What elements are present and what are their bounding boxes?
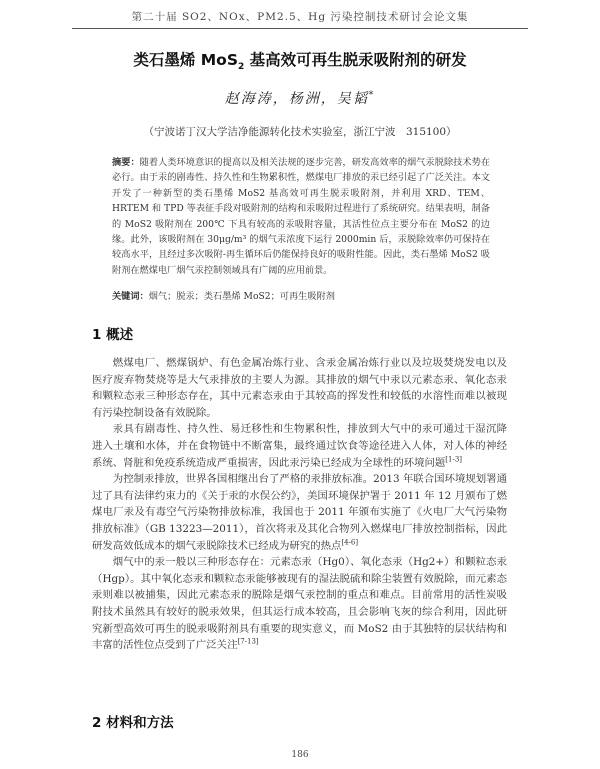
section-2-heading: 2 材料和方法: [92, 715, 174, 731]
title-part-2: 基高效可再生脱汞吸附剂的研发: [244, 51, 467, 69]
body-paragraph: 烟气中的汞一般以三种形态存在：元素态汞（Hg0）、氧化态汞（Hg2+）和颗粒态汞（Hgp）。其中氧化态汞和颗粒态汞能够被现有的湿法脱硫和除尘装置有效脱除，而元素态汞则难以被捕集，因此元素态汞的脱除是烟气汞控制的重点和难点。目前常用的活性炭吸附技术虽然具有较好的脱汞效果，但其运行成本较高，且会影响飞灰的综合利用，因此研究新型高效可再生的脱汞吸附剂具有重要的现实意义，而 MoS2 由于其独特的层状结构和丰富的活性位点受到了广泛关注[7-13]: [92, 556, 507, 652]
keywords: [112, 288, 490, 302]
page-number: 186: [291, 750, 309, 760]
author-list: [60, 88, 540, 108]
corresponding-author-mark: *: [368, 90, 376, 101]
title-subscript: 2: [237, 62, 245, 73]
keywords-text: 烟气；脱汞；类石墨烯 MoS2；可再生吸附剂: [148, 291, 335, 302]
abstract-label: 摘要：: [112, 157, 140, 168]
author-names: 赵海涛，杨洲，吴韬: [224, 91, 369, 107]
header-rule: [72, 28, 528, 29]
paper-title: [60, 48, 540, 72]
abstract-text: 随着人类环境意识的提高以及相关法规的逐步完善，研发高效率的烟气汞脱除技术势在必行。由于汞的剧毒性、持久性和生物累积性，燃煤电厂排放的汞已经引起了广泛关注。本文开发了一种新型的类石墨烯 MoS2 基高效可再生脱汞吸附剂，并利用 XRD、TEM、HRTEM 和 TPD 等表征手段对吸附剂的结构和汞吸附过程进行了系统研究。结果表明，制备的 MoS2 吸附剂在 200℃ 下具有较高的汞吸附容量，其活性位点主要分布在 MoS2 的边缘。此外，该吸附剂在 30μg/m³ 的烟气汞浓度下运行 2000min 后，汞脱除效率仍可保持在较高水平，且经过多次吸附-再生循环后仍能保持良好的吸附性能。因此，类石墨烯 MoS2 吸附剂在燃煤电厂烟气汞控制领域具有广阔的应用前景。: [112, 157, 491, 276]
body-paragraph: 燃煤电厂、燃煤锅炉、有色金属冶炼行业、含汞金属冶炼行业以及垃圾焚烧发电以及医疗废弃物焚烧等是大气汞排放的主要人为源。其排放的烟气中汞以元素态汞、氧化态汞和颗粒态汞三种形态存在，其中元素态汞由于其较高的挥发性和较低的水溶性而难以被现有污染控制设备有效脱除。: [92, 357, 507, 419]
abstract: [112, 155, 490, 278]
body-paragraph: 为控制汞排放，世界各国相继出台了严格的汞排放标准。2013 年联合国环境规划署通过了具有法律约束力的《关于汞的水俣公约》，美国环境保护署于 2011 年 12 月颁布了燃煤电厂汞及有毒空气污染物排放标准，我国也于 2011 年颁布实施了《火电厂大气污染物排放标准》（GB 13223—2011），首次将汞及其化合物列入燃煤电厂排放控制指标，因此研发高效低成本的烟气汞脱除技术已经成为研究的热点[4-6]: [92, 473, 507, 552]
running-header: 第二十届 SO2、NOx、PM2.5、Hg 污染控制技术研讨会论文集: [131, 11, 469, 23]
body-paragraph: 汞具有剧毒性、持久性、易迁移性和生物累积性，排放到大气中的汞可通过干湿沉降进入土壤和水体，并在食物链中不断富集，最终通过饮食等途径进入人体，对人体的神经系统、肾脏和免疫系统造成严重损害，因此汞污染已经成为全球性的环境问题[1-3]: [92, 423, 507, 469]
section-1-body: [92, 355, 507, 654]
title-part-1: 类石墨烯 MoS: [133, 51, 238, 69]
section-1-heading: 1 概述: [92, 327, 134, 343]
keywords-label: 关键词：: [112, 291, 149, 302]
affiliation: （宁波诺丁汉大学洁净能源转化技术实验室，浙江宁波 315100）: [143, 126, 457, 138]
